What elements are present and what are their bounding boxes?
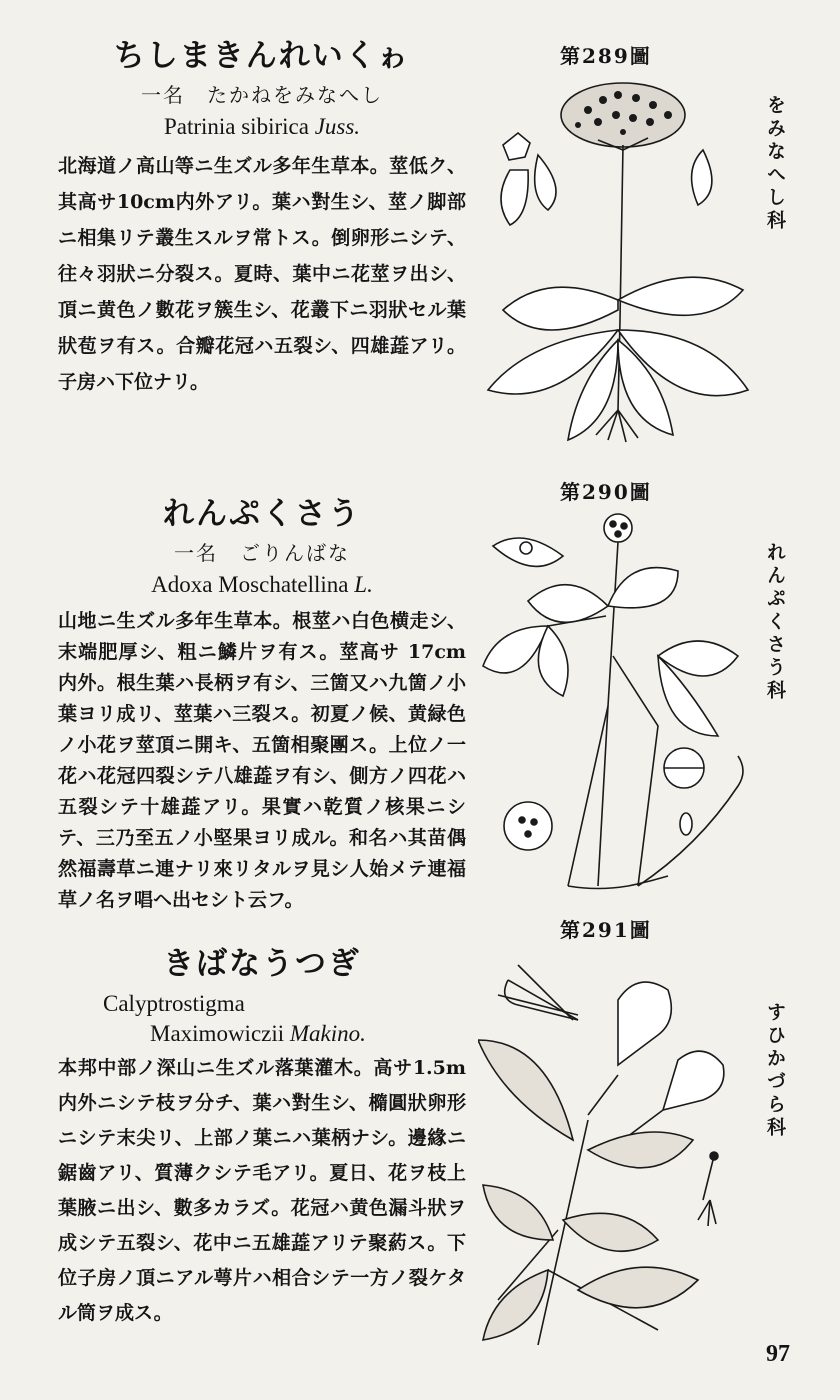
figure-label: 第291圖 bbox=[560, 918, 652, 942]
figure-label: 第289圖 bbox=[560, 44, 652, 68]
calyptrostigma-illustration bbox=[478, 950, 753, 1345]
plant-title: れんぷくさう bbox=[163, 496, 361, 532]
patrinia-illustration bbox=[478, 70, 758, 455]
page-number: 97 bbox=[766, 1341, 790, 1367]
scientific-genus-line1: Calyptrostigma bbox=[103, 991, 245, 1016]
entry-text bbox=[58, 30, 466, 400]
plant-alias: 一名 ごりんばな bbox=[174, 541, 350, 565]
entry-291 bbox=[0, 910, 840, 1400]
family-label: すひかづら科 bbox=[764, 1002, 786, 1140]
entry-290 bbox=[0, 470, 840, 910]
adoxa-illustration bbox=[478, 506, 758, 901]
scientific-name: Patrinia sibirica Juss. bbox=[163, 114, 361, 139]
figure-label: 第290圖 bbox=[560, 480, 652, 504]
scientific-name: Adoxa Moschatellina L. bbox=[151, 572, 373, 597]
entry-text bbox=[58, 488, 466, 916]
plant-title: きばなうつぎ bbox=[163, 946, 361, 982]
family-label: れんぷくさう科 bbox=[764, 542, 786, 703]
entry-289 bbox=[0, 0, 840, 470]
plant-description: 本邦中部ノ深山ニ生ズル落葉灌木。高サ1.5m 内外ニシテ枝ヲ分チ、葉ハ對生シ、橢圓狀卵形ニシテ末尖リ、上部ノ葉ニハ葉柄ナシ。邊緣ニ鋸齒アリ、質薄クシテ毛アリ。夏日、花ヲ枝上葉腋ニ出シ、數多カラズ。花冠ハ黄色漏斗狀ヲ成シテ五裂シ、花中ニ五雄蕋アリテ聚葯ス。下位子房ノ頂ニアル萼片ハ相合シテ一方ノ裂ケタル筒ヲ成ス。 bbox=[58, 1057, 466, 1324]
plant-title: ちしまきんれいくゎ bbox=[113, 38, 411, 74]
entry-text bbox=[58, 938, 466, 1331]
plant-alias: 一名 たかねをみなへし bbox=[141, 83, 383, 107]
scientific-name-line2: Maximowiczii Makino. bbox=[150, 1021, 366, 1046]
plant-description: 北海道ノ高山等ニ生ズル多年生草本。莖低ク、其高サ10cm内外アリ。葉ハ對生シ、莖ノ脚部ニ相集リテ叢生スルヲ常トス。倒卵形ニシテ、往々羽狀ニ分裂ス。夏時、葉中ニ花莖ヲ出シ、頂ニ黄色ノ數花ヲ簇生シ、花叢下ニ羽狀セル葉狀苞ヲ有ス。合瓣花冠ハ五裂シ、四雄蕋アリ。子房ハ下位ナリ。 bbox=[58, 155, 466, 393]
plant-description: 山地ニ生ズル多年生草本。根莖ハ白色横走シ、末端肥厚シ、粗ニ鱗片ヲ有ス。莖高サ 17cm 内外。根生葉ハ長柄ヲ有シ、三箇又ハ九箇ノ小葉ヨリ成リ、莖葉ハ三裂ス。初夏ノ候、黄緑色ノ小花ヲ莖頂ニ開キ、五箇相聚團ス。上位ノ一花ハ花冠四裂シテ八雄蕋ヲ有シ、側方ノ四花ハ五裂シテ十雄蕋アリ。果實ハ乾質ノ核果ニシテ、三乃至五ノ小堅果ヨリ成ル。和名ハ其苗偶然福壽草ニ連ナリ來リタルヲ見シ人始メテ連福草ノ名ヲ唱ヘ出セシト云フ。 bbox=[58, 610, 466, 911]
family-label: をみなへし科 bbox=[764, 95, 786, 233]
